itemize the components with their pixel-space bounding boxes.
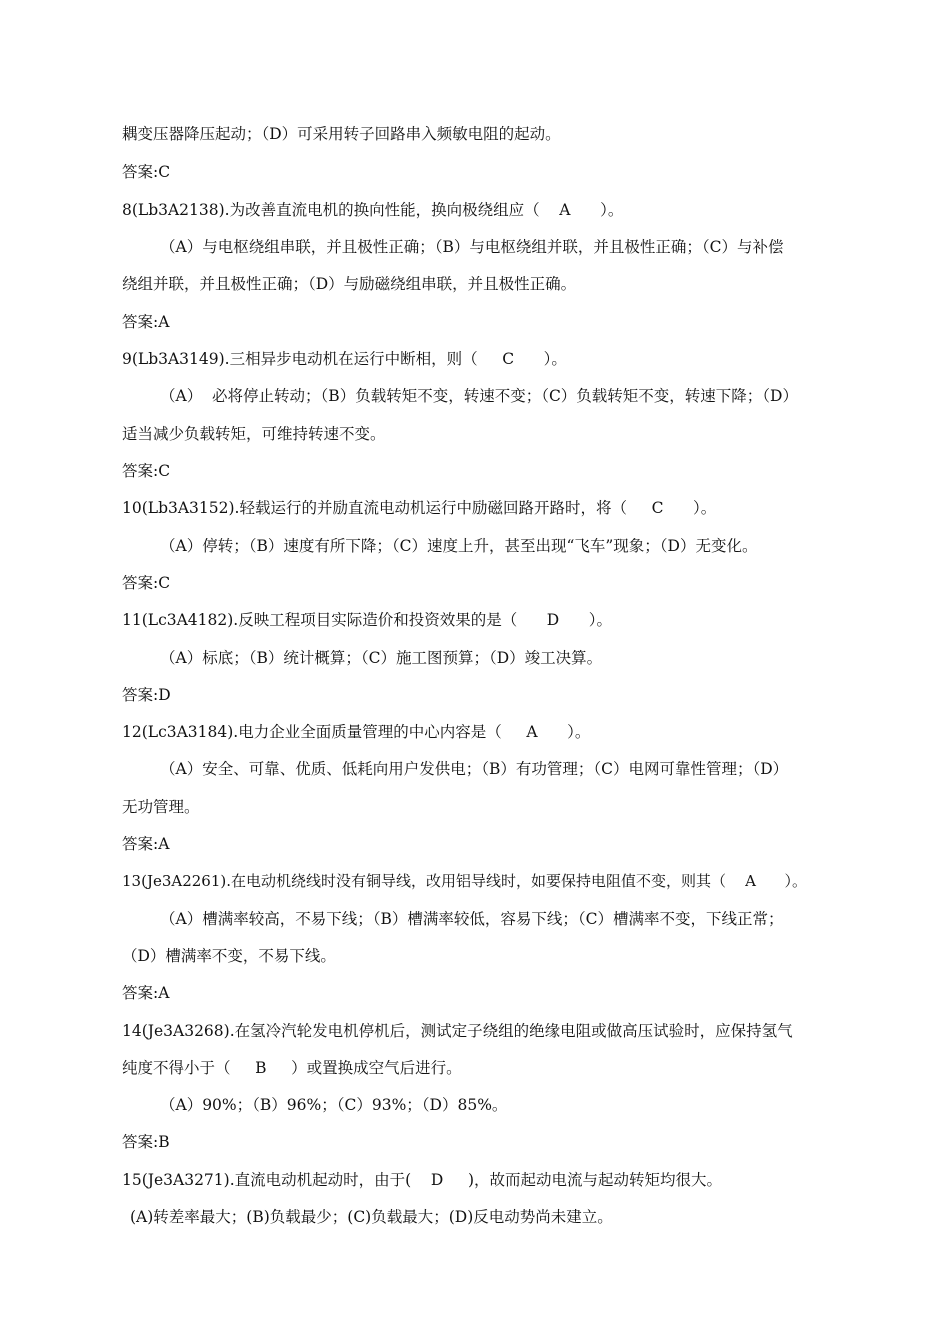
q11-options: （A）标底；（B）统计概算；（C）施工图预算；（D）竣工决算。 xyxy=(160,649,603,667)
q13-answer: 答案:A xyxy=(122,984,170,1002)
q14-question-line2: 纯度不得小于（ B ）或置换成空气后进行。 xyxy=(122,1059,462,1077)
q15-options: (A)转差率最大；(B)负载最少；(C)负载最大；(D)反电动势尚未建立。 xyxy=(130,1208,613,1226)
q8-answer: 答案:A xyxy=(122,313,170,331)
q11-answer: 答案:D xyxy=(122,686,171,704)
q9-options-line1: （A） 必将停止转动；（B）负载转矩不变，转速不变；（C）负载转矩不变，转速下降；（D） xyxy=(160,387,798,405)
q15-question: 15(Je3A3271).直流电动机起动时，由于( D )，故而起动电流与起动转矩均很大。 xyxy=(122,1171,722,1189)
q11-question: 11(Lc3A4182).反映工程项目实际造价和投资效果的是（ D ）。 xyxy=(122,611,613,629)
q7-answer: 答案:C xyxy=(122,163,171,181)
q9-question: 9(Lb3A3149).三相异步电动机在运行中断相，则（ C ）。 xyxy=(122,350,567,368)
q10-options: （A）停转；（B）速度有所下降；（C）速度上升，甚至出现“飞车”现象；（D）无变化。 xyxy=(160,537,758,555)
q13-options-line1: （A）槽满率较高，不易下线；（B）槽满率较低，容易下线；（C）槽满率不变，下线正常； xyxy=(160,910,784,928)
q8-options-line1: （A）与电枢绕组串联，并且极性正确；（B）与电枢绕组并联，并且极性正确；（C）与补偿 xyxy=(160,238,784,256)
q13-options-line2: （D）槽满率不变，不易下线。 xyxy=(122,947,336,965)
q9-answer: 答案:C xyxy=(122,462,171,480)
q12-answer: 答案:A xyxy=(122,835,170,853)
q12-options-line2: 无功管理。 xyxy=(122,798,200,816)
q7-options-continued: 耦变压器降压起动；（D）可采用转子回路串入频敏电阻的起动。 xyxy=(122,125,561,143)
q12-options-line1: （A）安全、可靠、优质、低耗向用户发供电；（B）有功管理；（C）电网可靠性管理；（D） xyxy=(160,760,789,778)
q8-options-line2: 绕组并联，并且极性正确；（D）与励磁绕组串联，并且极性正确。 xyxy=(122,275,577,293)
q8-question: 8(Lb3A2138).为改善直流电机的换向性能，换向极绕组应（ A ）。 xyxy=(122,201,624,219)
q14-question-line1: 14(Je3A3268).在氢冷汽轮发电机停机后，测试定子绕组的绝缘电阻或做高压试验时，应保持氢气 xyxy=(122,1022,793,1040)
q14-options: （A）90%；（B）96%；（C）93%；（D）85%。 xyxy=(160,1096,508,1114)
q12-question: 12(Lc3A3184).电力企业全面质量管理的中心内容是（ A ）。 xyxy=(122,723,591,741)
q13-question: 13(Je3A2261).在电动机绕线时没有铜导线，改用铝导线时，如要保持电阻值不变，则其（ A ）。 xyxy=(122,872,808,890)
q10-answer: 答案:C xyxy=(122,574,171,592)
q10-question: 10(Lb3A3152).轻载运行的并励直流电动机运行中励磁回路开路时，将（ C ）。 xyxy=(122,499,717,517)
q14-answer: 答案:B xyxy=(122,1133,170,1151)
q9-options-line2: 适当减少负载转矩，可维持转速不变。 xyxy=(122,425,386,443)
